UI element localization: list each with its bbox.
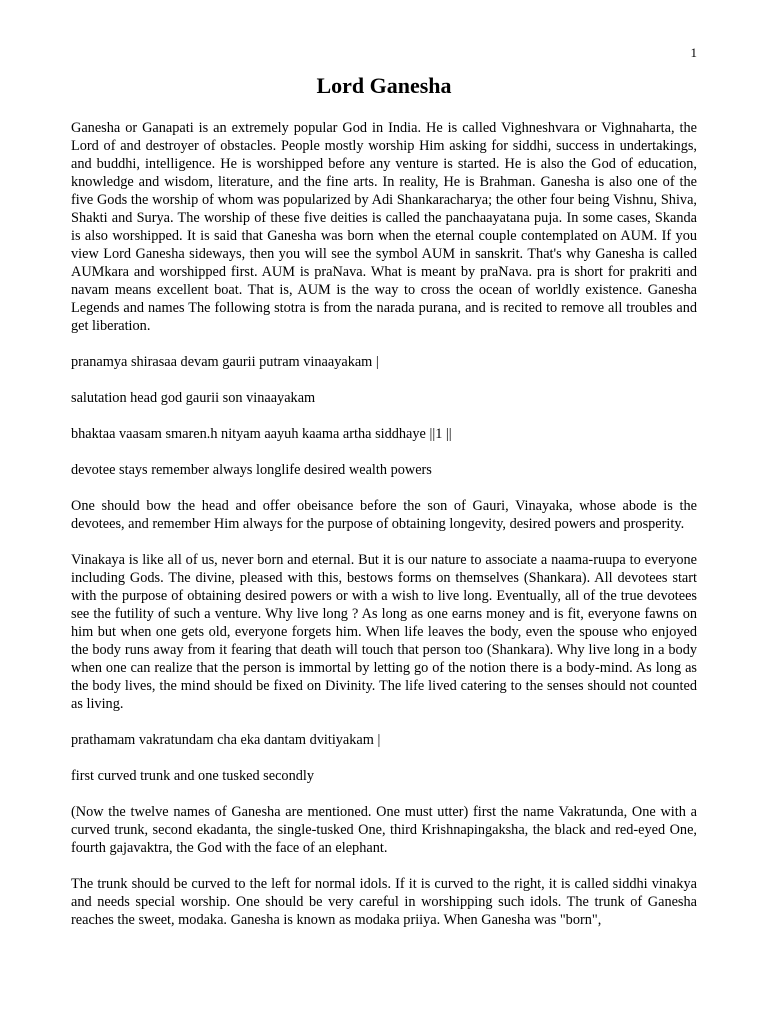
page-number: 1: [690, 45, 697, 60]
paragraph-bow-head: One should bow the head and offer obeisance before the son of Gauri, Vinayaka, whose abode is the devotees, and remember Him always for the purpose of obtaining longevity, desired powers and prosperity.: [71, 498, 697, 532]
verse-line-sanskrit-3: prathamam vakratundam cha eka dantam dvitiyakam |: [71, 732, 381, 748]
paragraph-trunk: The trunk should be curved to the left for normal idols. If it is curved to the right, it is called siddhi vinakya and needs special worship. One should be very careful in worshipping such idols. The trunk of Ganesha reaches the sweet, modaka. Ganesha is known as modaka priiya. When Ganesha was "born",: [71, 876, 697, 928]
paragraph-twelve-names: (Now the twelve names of Ganesha are mentioned. One must utter) first the name Vakratunda, One with a curved trunk, second ekadanta, the single-tusked One, third Krishnapingaksha, the black and red-eyed One, fourth gajavaktra, the God with the face of an elephant.: [71, 804, 697, 856]
paragraph-intro: Ganesha or Ganapati is an extremely popular God in India. He is called Vighneshvara or Vighnaharta, the Lord of and destroyer of obstacles. People mostly worship Him asking for siddhi, success in undertakings, and buddhi, intelligence. He is worshipped before any venture is started. He is also the God of education, knowledge and wisdom, literature, and the fine arts. In reality, He is Brahman. Ganesha is also one of the five Gods the worship of whom was popularized by Adi Shankaracharya; the other four being Vishnu, Shiva, Shakti and Surya. The worship of these five deities is called the panchaayatana puja. In some cases, Skanda is also worshipped. It is said that Ganesha was born when the eternal couple contemplated on AUM. If you view Lord Ganesha sideways, then you will see the symbol AUM in sanskrit. That's why Ganesha is called AUMkara and worshipped first. AUM is praNava. What is meant by praNava. pra is short for prakriti and navam means excellent boat. That is, AUM is the way to cross the ocean of worldly existence. Ganesha Legends and names The following stotra is from the narada purana, and is recited to remove all troubles and get liberation.: [71, 120, 697, 334]
verse-line-translation-3: first curved trunk and one tusked secondly: [71, 768, 314, 784]
verse-line-translation-1: salutation head god gaurii son vinaayakam: [71, 390, 316, 406]
verse-line-sanskrit-2: bhaktaa vaasam smaren.h nityam aayuh kaama artha siddhaye ||1 ||: [71, 426, 452, 442]
document-body: [71, 119, 697, 947]
paragraph-vinakaya: Vinakaya is like all of us, never born and eternal. But it is our nature to associate a naama-ruupa to everyone including Gods. The divine, pleased with this, bestows forms on themselves (Shankara). All devotees start with the purpose of obtaining desired powers or with a wish to live long. Eventually, all of the true devotees see the futility of such a venture. Why live long ? As long as one earns money and is fit, everyone fawns on him but when one gets old, everyone forgets him. When life leaves the body, even the spouse who enjoyed the body runs away from it fearing that death will touch that person too (Shankara). Why live long in a body when one can realize that the person is immortal by letting go of the notion there is a body-mind. As long as the body lives, the mind should be fixed on Divinity. The life lived catering to the senses should not counted as living.: [71, 552, 697, 712]
verse-line-sanskrit-1: pranamya shirasaa devam gaurii putram vinaayakam |: [71, 354, 379, 370]
verse-line-translation-2: devotee stays remember always longlife desired wealth powers: [71, 462, 432, 478]
page-title: Lord Ganesha: [316, 73, 452, 98]
document-page: [71, 0, 697, 1024]
